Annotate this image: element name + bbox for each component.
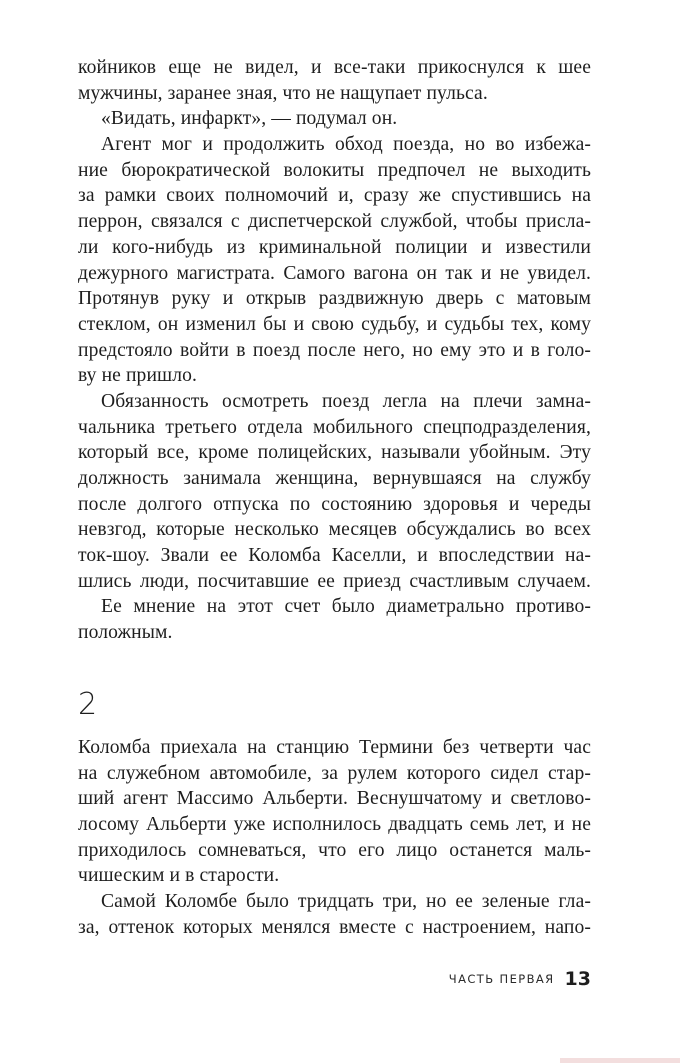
text-line: на служебном автомобиле, за рулем которого сидел стар- [78,762,591,784]
text-line: ший агент Массимо Альберти. Веснушчатому и светлово- [78,788,591,810]
running-head: ЧАСТЬ ПЕРВАЯ [448,972,555,986]
page-number: 13 [564,968,591,990]
text-line: Агент мог и продолжить обход поезда, но во избежа- [101,134,591,156]
text-line: чальника третьего отдела мобильного спецподразделения, [78,416,591,438]
text-line: ву не пришло. [78,365,197,387]
text-line: чишеским и в старости. [78,865,280,887]
text-line: ли кого-нибудь из криминальной полиции и известили [78,236,591,258]
text-line: Ее мнение на этот счет было диаметрально противо- [101,596,591,618]
text-line: Протянув руку и открыв раздвижную дверь с матовым [78,288,591,310]
text-line: невзгод, которые несколько месяцев обсуждались во всех [78,519,591,541]
text-line: Коломба приехала на станцию Термини без четверти час [78,737,591,758]
chapter-number: 2 [78,687,98,722]
text-line: койников еще не видел, и все-таки прикоснулся к шее [78,57,591,78]
text-line: после долгого отпуска по состоянию здоровья и череды [78,493,591,515]
text-line: «Видать, инфаркт», — подумал он. [101,108,398,130]
text-line: Самой Коломбе было тридцать три, но ее зеленые гла- [101,891,591,913]
scan-edge-mark [560,1058,680,1063]
text-line: перрон, связался с диспетчерской службой, чтобы присла- [78,211,591,233]
text-line: предстояло войти в поезд после него, но ему это и в голо- [78,339,591,361]
text-line: ток-шоу. Звали ее Коломба Каселли, и впоследствии на- [78,545,591,567]
text-line: за рамки своих полномочий и, сразу же спустившись на [78,185,591,207]
page-footer [0,968,591,990]
text-line: за, оттенок которых менялся вместе с настроением, напо- [78,916,591,938]
text-line: который все, кроме полицейских, называли убойным. Эту [78,442,591,464]
text-line: ние бюрократической волокиты предпочел не выходить [78,159,591,181]
text-line: положным. [78,622,173,644]
text-line: мужчины, заранее зная, что не нащупает пульса. [78,82,488,104]
text-line: Обязанность осмотреть поезд легла на плечи замна- [101,390,591,412]
text-line: должность занимала женщина, вернувшаяся на службу [78,468,591,489]
text-line: лосому Альберти уже исполнилось двадцать семь лет, и не [78,814,591,836]
text-line: стеклом, он изменил бы и свою судьбу, и судьбы тех, кому [78,313,591,335]
text-line: приходилось сомневаться, что его лицо останется маль- [78,839,591,861]
text-block-chapter-2 [78,735,591,941]
text-line: шлись люди, посчитавшие ее приезд счастливым случаем. [78,570,591,592]
text-line: дежурного магистрата. Самого вагона он так и не увидел. [78,262,591,284]
text-block-continuation [78,55,591,646]
